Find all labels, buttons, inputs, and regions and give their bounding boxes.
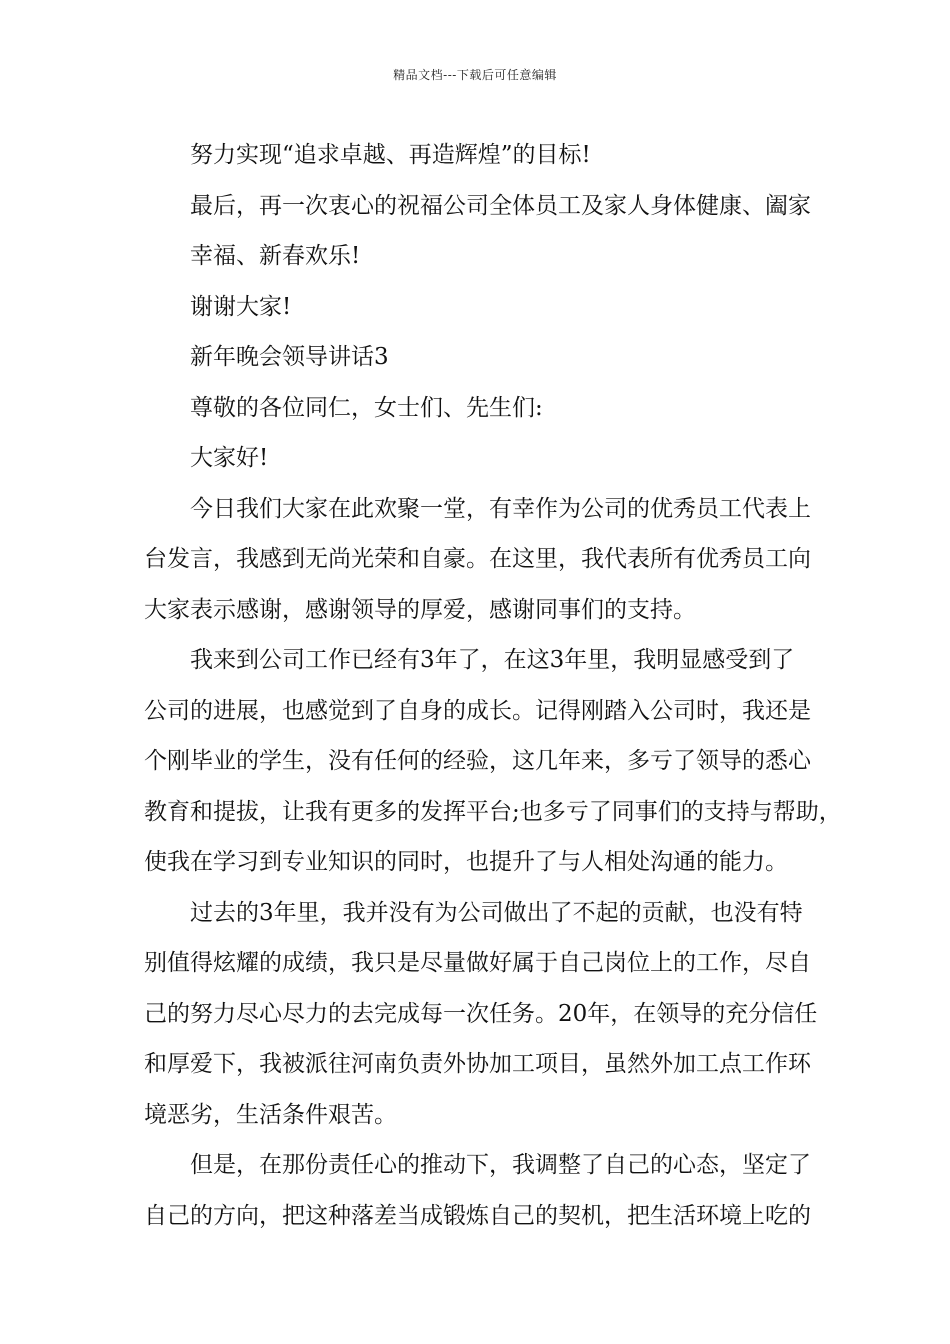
- text-line: 努力实现“追求卓越、再造辉煌”的目标!: [190, 142, 591, 168]
- paragraph-line: 个刚毕业的学生，没有任何的经验，这几年来，多亏了领导的悉心: [144, 748, 811, 774]
- salutation: 尊敬的各位同仁，女士们、先生们:: [190, 394, 543, 421]
- paragraph-line: 己的努力尽心尽力的去完成每一次任务。20年，在领导的充分信任: [144, 1000, 818, 1027]
- text-line: 最后，再一次衷心的祝福公司全体员工及家人身体健康、阖家: [190, 192, 811, 219]
- paragraph-line: 我来到公司工作已经有3年了，在这3年里，我明显感受到了: [190, 647, 795, 673]
- paragraph-line: 别值得炫耀的成绩，我只是尽量做好属于自己岗位上的工作，尽自: [144, 950, 811, 976]
- paragraph-line: 和厚爱下，我被派往河南负责外协加工项目，虽然外加工点工作环: [144, 1051, 811, 1077]
- text-line: 幸福、新春欢乐!: [190, 243, 361, 269]
- paragraph-line: 境恶劣，生活条件艰苦。: [144, 1101, 397, 1128]
- paragraph-line: 台发言，我感到无尚光荣和自豪。在这里，我代表所有优秀员工向: [144, 546, 811, 572]
- section-title: 新年晚会领导讲话3: [190, 344, 389, 370]
- paragraph-line: 今日我们大家在此欢聚一堂，有幸作为公司的优秀员工代表上: [190, 495, 811, 522]
- paragraph-line: 教育和提拔，让我有更多的发挥平台;也多亏了同事们的支持与帮助，: [144, 798, 842, 825]
- text-line: 谢谢大家!: [190, 293, 292, 320]
- paragraph-line: 大家表示感谢，感谢领导的厚爱，感谢同事们的支持。: [144, 596, 696, 623]
- paragraph-line: 使我在学习到专业知识的同时，也提升了与人相处沟通的能力。: [144, 849, 788, 875]
- paragraph-line: 但是，在那份责任心的推动下，我调整了自己的心态，坚定了: [190, 1152, 811, 1178]
- paragraph-line: 自己的方向，把这种落差当成锻炼自己的契机，把生活环境上吃的: [144, 1202, 811, 1229]
- paragraph-line: 过去的3年里，我并没有为公司做出了不起的贡献，也没有特: [190, 899, 803, 926]
- document-body: [144, 130, 842, 1241]
- page-header: 精品文档---下载后可任意编辑: [393, 68, 557, 82]
- paragraph-line: 公司的进展，也感觉到了自身的成长。记得刚踏入公司时，我还是: [144, 697, 811, 724]
- greeting: 大家好!: [190, 445, 269, 471]
